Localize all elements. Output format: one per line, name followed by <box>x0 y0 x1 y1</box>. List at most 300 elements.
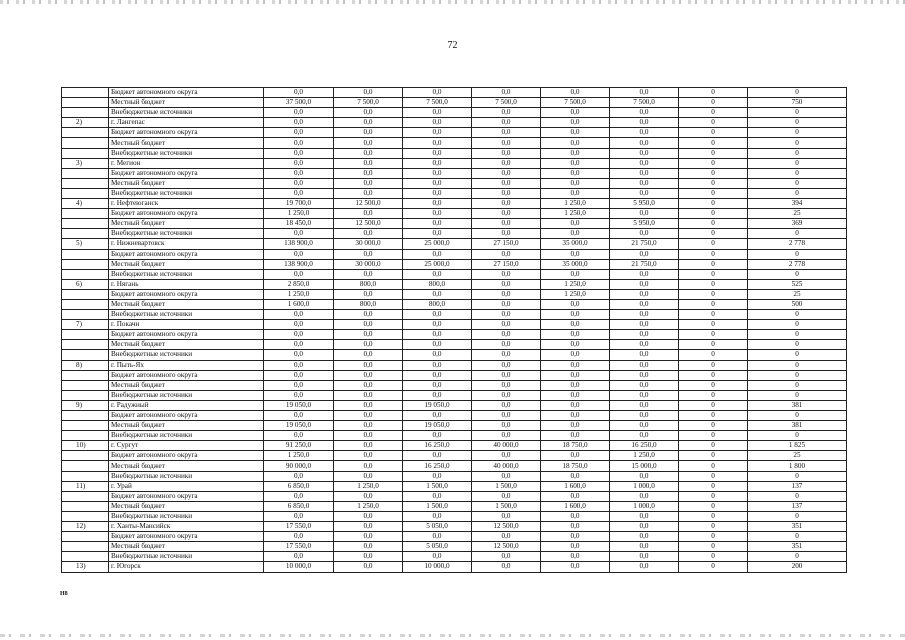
value-cell: 0,0 <box>264 269 334 279</box>
value-cell: 0 <box>748 310 847 320</box>
row-name-cell: Местный бюджет <box>109 380 264 390</box>
value-cell: 0 <box>679 289 748 299</box>
row-name-cell: Местный бюджет <box>109 299 264 309</box>
value-cell: 0 <box>679 370 748 380</box>
value-cell: 0,0 <box>264 340 334 350</box>
value-cell: 0,0 <box>403 370 472 380</box>
row-name-cell: Внебюджетные источники <box>109 310 264 320</box>
scan-artifact-bottom <box>0 634 905 637</box>
row-number-cell <box>62 471 109 481</box>
value-cell: 0,0 <box>334 128 403 138</box>
value-cell: 0,0 <box>403 209 472 219</box>
row-number-cell <box>62 310 109 320</box>
row-number-cell <box>62 138 109 148</box>
value-cell: 0,0 <box>472 491 541 501</box>
row-name-cell: Бюджет автономного округа <box>109 330 264 340</box>
value-cell: 25 000,0 <box>403 239 472 249</box>
table-row <box>62 219 847 229</box>
value-cell: 0,0 <box>403 390 472 400</box>
value-cell: 0 <box>748 178 847 188</box>
value-cell: 19 050,0 <box>403 400 472 410</box>
value-cell: 0 <box>679 88 748 98</box>
value-cell: 0,0 <box>610 118 679 128</box>
row-name-cell: Бюджет автономного округа <box>109 249 264 259</box>
value-cell: 0,0 <box>541 320 610 330</box>
value-cell: 0,0 <box>541 340 610 350</box>
value-cell: 0,0 <box>264 128 334 138</box>
value-cell: 2 850,0 <box>264 279 334 289</box>
value-cell: 0 <box>679 552 748 562</box>
value-cell: 0,0 <box>264 360 334 370</box>
value-cell: 37 500,0 <box>264 98 334 108</box>
row-name-cell: г. Урай <box>109 481 264 491</box>
value-cell: 0,0 <box>403 471 472 481</box>
value-cell: 5 050,0 <box>403 522 472 532</box>
row-name-cell: Внебюджетные источники <box>109 552 264 562</box>
table-row <box>62 552 847 562</box>
value-cell: 25 000,0 <box>403 259 472 269</box>
value-cell: 5 950,0 <box>610 219 679 229</box>
value-cell: 0,0 <box>472 199 541 209</box>
row-number-cell <box>62 299 109 309</box>
value-cell: 0,0 <box>264 88 334 98</box>
value-cell: 0,0 <box>334 411 403 421</box>
value-cell: 1 000,0 <box>610 481 679 491</box>
row-number-cell: 6) <box>62 279 109 289</box>
value-cell: 12 500,0 <box>334 199 403 209</box>
value-cell: 0,0 <box>472 400 541 410</box>
table-row <box>62 421 847 431</box>
row-number-cell: 8) <box>62 360 109 370</box>
value-cell: 750 <box>748 98 847 108</box>
value-cell: 0,0 <box>610 370 679 380</box>
value-cell: 0,0 <box>403 269 472 279</box>
value-cell: 1 800 <box>748 461 847 471</box>
value-cell: 0,0 <box>610 269 679 279</box>
value-cell: 0,0 <box>403 310 472 320</box>
row-number-cell <box>62 542 109 552</box>
row-name-cell: Бюджет автономного округа <box>109 128 264 138</box>
value-cell: 19 050,0 <box>403 421 472 431</box>
value-cell: 0 <box>679 320 748 330</box>
value-cell: 0,0 <box>264 411 334 421</box>
table-row <box>62 138 847 148</box>
value-cell: 0,0 <box>334 340 403 350</box>
value-cell: 0,0 <box>403 451 472 461</box>
row-name-cell: г. Покачи <box>109 320 264 330</box>
value-cell: 0,0 <box>472 511 541 521</box>
value-cell: 0,0 <box>541 491 610 501</box>
value-cell: 0 <box>679 229 748 239</box>
value-cell: 0,0 <box>541 411 610 421</box>
value-cell: 25 <box>748 289 847 299</box>
table-row <box>62 118 847 128</box>
value-cell: 0 <box>679 249 748 259</box>
value-cell: 0,0 <box>541 400 610 410</box>
value-cell: 19 050,0 <box>264 421 334 431</box>
table-row <box>62 269 847 279</box>
value-cell: 27 150,0 <box>472 259 541 269</box>
value-cell: 0,0 <box>610 562 679 572</box>
value-cell: 0,0 <box>472 188 541 198</box>
value-cell: 5 050,0 <box>403 542 472 552</box>
value-cell: 0,0 <box>472 219 541 229</box>
value-cell: 0,0 <box>264 118 334 128</box>
value-cell: 0,0 <box>541 310 610 320</box>
value-cell: 0,0 <box>472 178 541 188</box>
value-cell: 1 500,0 <box>403 501 472 511</box>
value-cell: 0,0 <box>472 562 541 572</box>
row-name-cell: Местный бюджет <box>109 259 264 269</box>
row-number-cell: 7) <box>62 320 109 330</box>
value-cell: 0 <box>679 522 748 532</box>
value-cell: 0 <box>679 188 748 198</box>
table-body <box>62 88 847 573</box>
value-cell: 0 <box>679 269 748 279</box>
value-cell: 1 500,0 <box>403 481 472 491</box>
row-name-cell: Местный бюджет <box>109 501 264 511</box>
table-row <box>62 310 847 320</box>
row-number-cell <box>62 209 109 219</box>
value-cell: 800,0 <box>334 279 403 289</box>
value-cell: 0,0 <box>472 249 541 259</box>
value-cell: 90 000,0 <box>264 461 334 471</box>
row-name-cell: г. Пыть-Ях <box>109 360 264 370</box>
row-name-cell: Внебюджетные источники <box>109 350 264 360</box>
value-cell: 0 <box>679 400 748 410</box>
value-cell: 25 <box>748 451 847 461</box>
value-cell: 137 <box>748 481 847 491</box>
value-cell: 0 <box>679 340 748 350</box>
value-cell: 35 000,0 <box>541 259 610 269</box>
row-name-cell: Бюджет автономного округа <box>109 88 264 98</box>
value-cell: 0 <box>679 330 748 340</box>
value-cell: 0,0 <box>610 188 679 198</box>
value-cell: 0 <box>679 178 748 188</box>
value-cell: 0,0 <box>610 431 679 441</box>
value-cell: 0 <box>679 199 748 209</box>
value-cell: 0 <box>679 158 748 168</box>
value-cell: 18 750,0 <box>541 441 610 451</box>
value-cell: 0,0 <box>541 168 610 178</box>
table-row <box>62 299 847 309</box>
value-cell: 0,0 <box>472 88 541 98</box>
table-row <box>62 522 847 532</box>
value-cell: 0,0 <box>403 249 472 259</box>
value-cell: 800,0 <box>403 299 472 309</box>
value-cell: 0,0 <box>610 310 679 320</box>
value-cell: 0,0 <box>610 168 679 178</box>
value-cell: 7 500,0 <box>334 98 403 108</box>
value-cell: 0 <box>679 108 748 118</box>
value-cell: 0 <box>748 552 847 562</box>
row-number-cell <box>62 168 109 178</box>
value-cell: 0 <box>679 380 748 390</box>
value-cell: 0,0 <box>610 88 679 98</box>
row-name-cell: г. Лангепас <box>109 118 264 128</box>
value-cell: 0 <box>679 128 748 138</box>
value-cell: 0,0 <box>334 451 403 461</box>
value-cell: 0,0 <box>334 118 403 128</box>
value-cell: 0,0 <box>472 289 541 299</box>
value-cell: 0,0 <box>610 522 679 532</box>
table-row <box>62 209 847 219</box>
value-cell: 0 <box>679 411 748 421</box>
value-cell: 0,0 <box>541 380 610 390</box>
row-number-cell <box>62 370 109 380</box>
table-row <box>62 481 847 491</box>
value-cell: 16 250,0 <box>610 441 679 451</box>
value-cell: 0 <box>748 138 847 148</box>
value-cell: 0 <box>748 188 847 198</box>
value-cell: 0,0 <box>264 320 334 330</box>
row-name-cell: Внебюджетные источники <box>109 108 264 118</box>
value-cell: 138 900,0 <box>264 259 334 269</box>
value-cell: 0,0 <box>403 138 472 148</box>
value-cell: 0,0 <box>403 178 472 188</box>
row-number-cell <box>62 451 109 461</box>
value-cell: 7 500,0 <box>472 98 541 108</box>
table-row <box>62 340 847 350</box>
value-cell: 0,0 <box>610 289 679 299</box>
value-cell: 0,0 <box>541 532 610 542</box>
value-cell: 0,0 <box>403 330 472 340</box>
scan-artifact-top <box>0 0 905 4</box>
value-cell: 0 <box>679 219 748 229</box>
value-cell: 0 <box>679 471 748 481</box>
table-row <box>62 350 847 360</box>
value-cell: 21 750,0 <box>610 239 679 249</box>
value-cell: 0 <box>679 148 748 158</box>
value-cell: 0,0 <box>472 451 541 461</box>
value-cell: 1 825 <box>748 441 847 451</box>
row-number-cell <box>62 532 109 542</box>
table-row <box>62 158 847 168</box>
value-cell: 1 250,0 <box>541 279 610 289</box>
value-cell: 0,0 <box>264 229 334 239</box>
value-cell: 0,0 <box>472 299 541 309</box>
value-cell: 0,0 <box>264 380 334 390</box>
value-cell: 800,0 <box>403 279 472 289</box>
value-cell: 0,0 <box>472 421 541 431</box>
value-cell: 27 150,0 <box>472 239 541 249</box>
value-cell: 0,0 <box>472 350 541 360</box>
value-cell: 0,0 <box>472 118 541 128</box>
table-row <box>62 491 847 501</box>
table-row <box>62 330 847 340</box>
value-cell: 0 <box>748 168 847 178</box>
row-number-cell <box>62 330 109 340</box>
table-row <box>62 229 847 239</box>
value-cell: 0,0 <box>610 390 679 400</box>
value-cell: 0,0 <box>610 511 679 521</box>
row-number-cell: 11) <box>62 481 109 491</box>
value-cell: 7 500,0 <box>403 98 472 108</box>
value-cell: 0,0 <box>403 491 472 501</box>
value-cell: 1 250,0 <box>541 199 610 209</box>
value-cell: 1 250,0 <box>334 501 403 511</box>
value-cell: 0,0 <box>541 219 610 229</box>
value-cell: 10 000,0 <box>403 562 472 572</box>
value-cell: 0,0 <box>264 532 334 542</box>
budget-table <box>61 87 847 573</box>
value-cell: 0 <box>748 390 847 400</box>
table-row <box>62 168 847 178</box>
value-cell: 0,0 <box>334 532 403 542</box>
value-cell: 0,0 <box>334 370 403 380</box>
value-cell: 0,0 <box>334 88 403 98</box>
table-row <box>62 259 847 269</box>
table-row <box>62 562 847 572</box>
value-cell: 0,0 <box>610 552 679 562</box>
value-cell: 0 <box>748 532 847 542</box>
value-cell: 0,0 <box>334 461 403 471</box>
value-cell: 525 <box>748 279 847 289</box>
value-cell: 0,0 <box>334 522 403 532</box>
table-row <box>62 390 847 400</box>
value-cell: 0,0 <box>264 148 334 158</box>
value-cell: 0,0 <box>334 400 403 410</box>
value-cell: 0 <box>748 229 847 239</box>
row-number-cell <box>62 108 109 118</box>
value-cell: 0 <box>679 511 748 521</box>
value-cell: 0,0 <box>610 380 679 390</box>
value-cell: 7 500,0 <box>610 98 679 108</box>
row-name-cell: г. Сургут <box>109 441 264 451</box>
row-name-cell: Местный бюджет <box>109 138 264 148</box>
value-cell: 2 778 <box>748 259 847 269</box>
value-cell: 0 <box>679 542 748 552</box>
value-cell: 0 <box>748 411 847 421</box>
value-cell: 0 <box>679 431 748 441</box>
row-name-cell: Бюджет автономного округа <box>109 168 264 178</box>
row-number-cell <box>62 178 109 188</box>
value-cell: 0,0 <box>334 552 403 562</box>
value-cell: 0 <box>679 299 748 309</box>
value-cell: 10 000,0 <box>264 562 334 572</box>
table-row <box>62 279 847 289</box>
value-cell: 0,0 <box>610 330 679 340</box>
value-cell: 0 <box>679 168 748 178</box>
value-cell: 0 <box>748 118 847 128</box>
value-cell: 0 <box>679 98 748 108</box>
value-cell: 0,0 <box>541 178 610 188</box>
value-cell: 0,0 <box>541 128 610 138</box>
value-cell: 0,0 <box>610 411 679 421</box>
value-cell: 0,0 <box>610 340 679 350</box>
value-cell: 0 <box>748 380 847 390</box>
value-cell: 0,0 <box>472 168 541 178</box>
row-number-cell <box>62 269 109 279</box>
value-cell: 0 <box>679 360 748 370</box>
value-cell: 0,0 <box>472 390 541 400</box>
value-cell: 0,0 <box>403 88 472 98</box>
value-cell: 1 250,0 <box>541 209 610 219</box>
value-cell: 17 550,0 <box>264 522 334 532</box>
value-cell: 0,0 <box>403 431 472 441</box>
value-cell: 0,0 <box>264 310 334 320</box>
value-cell: 5 950,0 <box>610 199 679 209</box>
row-name-cell: Внебюджетные источники <box>109 188 264 198</box>
table-row <box>62 188 847 198</box>
value-cell: 394 <box>748 199 847 209</box>
value-cell: 0 <box>679 350 748 360</box>
value-cell: 1 250,0 <box>264 289 334 299</box>
row-number-cell: 5) <box>62 239 109 249</box>
row-number-cell <box>62 552 109 562</box>
value-cell: 500 <box>748 299 847 309</box>
row-name-cell: г. Мегион <box>109 158 264 168</box>
value-cell: 138 900,0 <box>264 239 334 249</box>
value-cell: 0,0 <box>334 471 403 481</box>
table-row <box>62 239 847 249</box>
row-number-cell: 13) <box>62 562 109 572</box>
value-cell: 0,0 <box>610 279 679 289</box>
value-cell: 0,0 <box>334 178 403 188</box>
value-cell: 0,0 <box>541 370 610 380</box>
value-cell: 0,0 <box>610 320 679 330</box>
value-cell: 0,0 <box>541 350 610 360</box>
value-cell: 0,0 <box>403 340 472 350</box>
value-cell: 0 <box>748 330 847 340</box>
value-cell: 0,0 <box>610 532 679 542</box>
row-name-cell: Внебюджетные источники <box>109 471 264 481</box>
value-cell: 0,0 <box>334 229 403 239</box>
value-cell: 0,0 <box>264 511 334 521</box>
table-row <box>62 380 847 390</box>
row-number-cell <box>62 411 109 421</box>
row-number-cell <box>62 229 109 239</box>
value-cell: 1 600,0 <box>541 481 610 491</box>
value-cell: 0,0 <box>541 188 610 198</box>
value-cell: 0,0 <box>334 542 403 552</box>
value-cell: 0,0 <box>264 491 334 501</box>
row-number-cell: 12) <box>62 522 109 532</box>
value-cell: 0,0 <box>334 209 403 219</box>
value-cell: 0,0 <box>334 511 403 521</box>
value-cell: 0,0 <box>264 249 334 259</box>
value-cell: 0,0 <box>472 158 541 168</box>
value-cell: 0,0 <box>264 431 334 441</box>
row-name-cell: г. Радужный <box>109 400 264 410</box>
value-cell: 0,0 <box>403 350 472 360</box>
value-cell: 0,0 <box>334 269 403 279</box>
value-cell: 0,0 <box>610 542 679 552</box>
value-cell: 0,0 <box>472 269 541 279</box>
value-cell: 0,0 <box>403 552 472 562</box>
value-cell: 0,0 <box>403 219 472 229</box>
row-number-cell <box>62 98 109 108</box>
value-cell: 0 <box>679 491 748 501</box>
value-cell: 18 750,0 <box>541 461 610 471</box>
value-cell: 0 <box>679 461 748 471</box>
value-cell: 40 000,0 <box>472 441 541 451</box>
table-row <box>62 320 847 330</box>
value-cell: 0,0 <box>264 138 334 148</box>
row-name-cell: Бюджет автономного округа <box>109 289 264 299</box>
row-number-cell <box>62 148 109 158</box>
footer-mark: H8 <box>60 591 68 597</box>
value-cell: 0,0 <box>334 421 403 431</box>
value-cell: 0,0 <box>334 431 403 441</box>
value-cell: 0,0 <box>264 330 334 340</box>
table-row <box>62 542 847 552</box>
value-cell: 0,0 <box>472 330 541 340</box>
value-cell: 17 550,0 <box>264 542 334 552</box>
row-name-cell: Бюджет автономного округа <box>109 209 264 219</box>
value-cell: 0,0 <box>472 320 541 330</box>
table-row <box>62 148 847 158</box>
